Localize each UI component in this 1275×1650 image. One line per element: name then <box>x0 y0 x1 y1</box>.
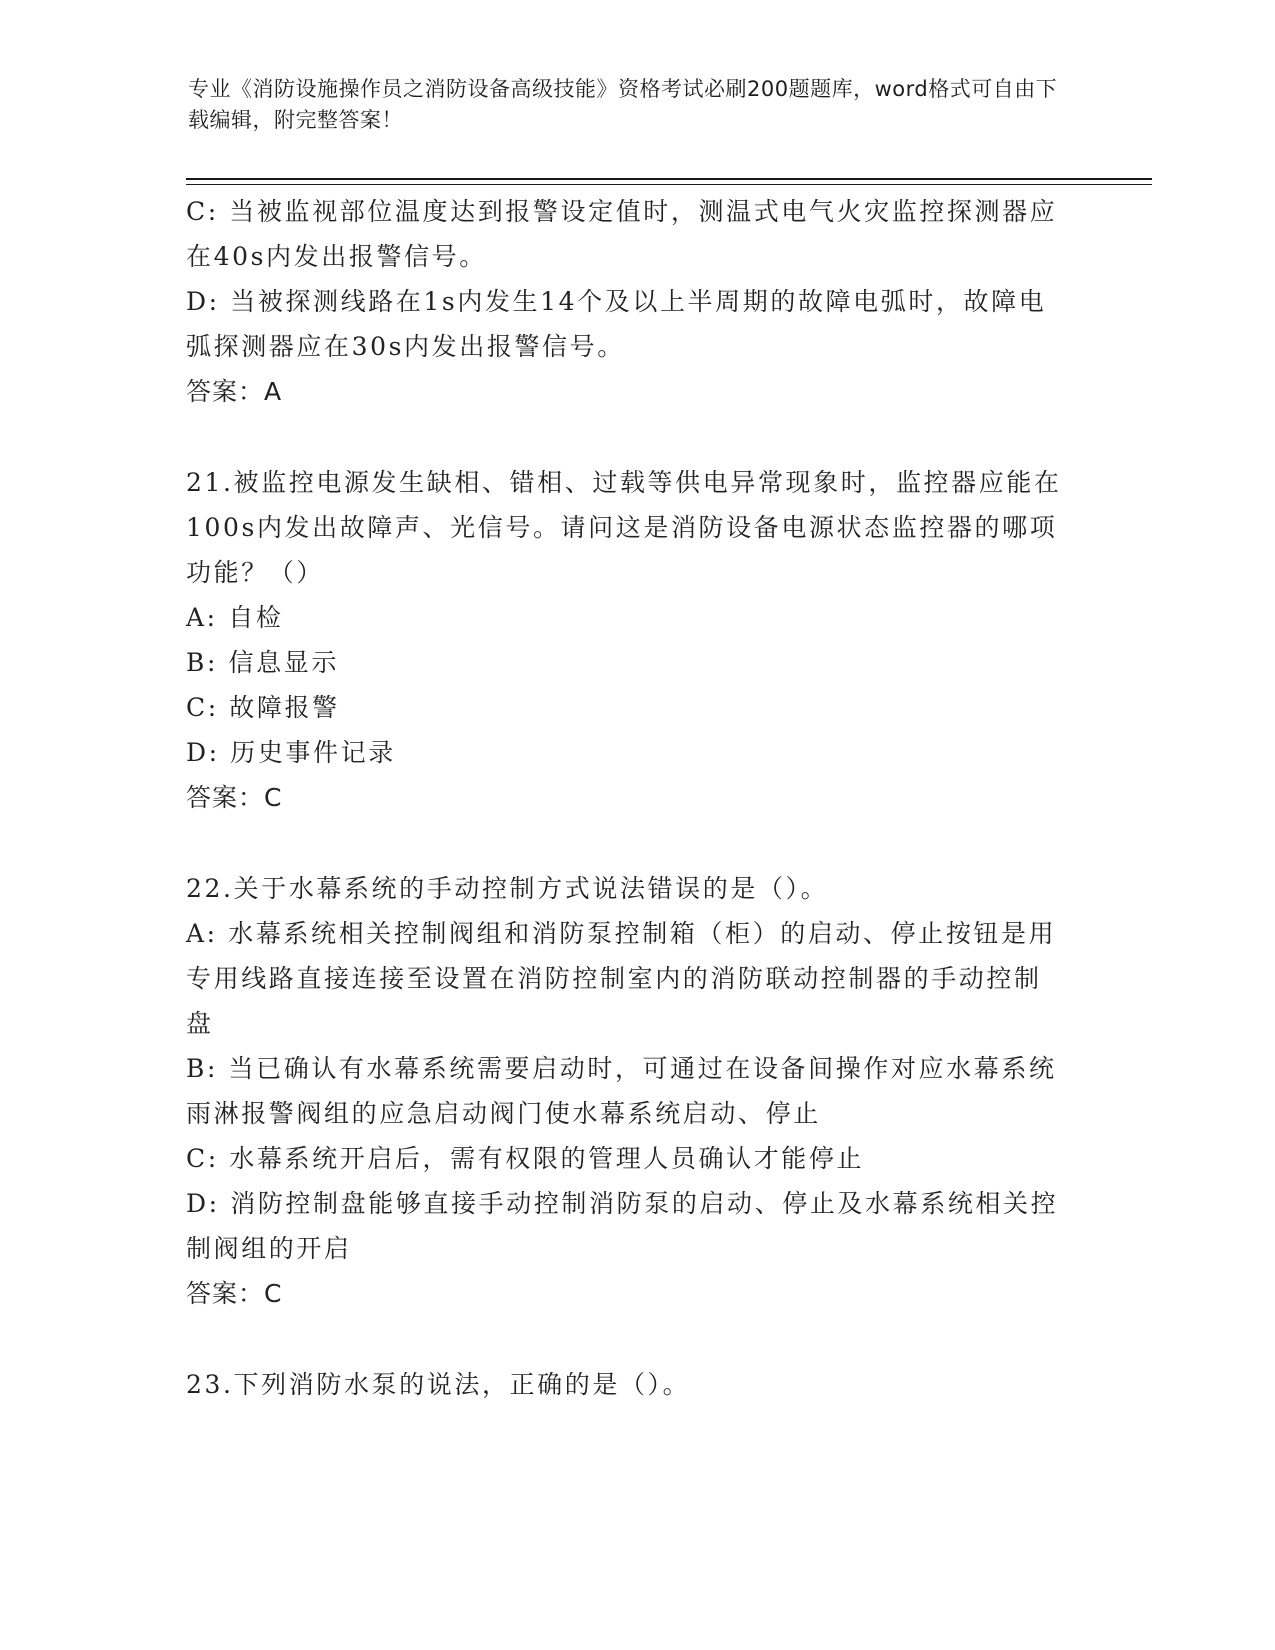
q21-option-d: D: 历史事件记录 <box>186 738 396 767</box>
q22-option-c: C: 水幕系统开启后，需有权限的管理人员确认才能停止 <box>186 1144 865 1173</box>
q20-option-d: D: 当被探测线路在1s内发生14个及以上半周期的故障电弧时，故障电弧探测器应在30s内发出报警信号。 <box>186 287 1047 361</box>
document-header: 专业《消防设施操作员之消防设备高级技能》资格考试必刷200题题库，word格式可自由下载编辑，附完整答案！ <box>188 77 1058 132</box>
document-body <box>186 189 1066 1407</box>
q22-answer: 答案：C <box>186 1279 283 1308</box>
q21-option-c: C: 故障报警 <box>186 693 340 722</box>
q21-option-b: B: 信息显示 <box>186 648 339 677</box>
q21-question: 21.被监控电源发生缺相、错相、过载等供电异常现象时，监控器应能在100s内发出故障声、光信号。请问这是消防设备电源状态监控器的哪项功能？（） <box>186 468 1062 587</box>
header-rule-thick <box>186 178 1152 180</box>
spacer <box>186 1316 1066 1362</box>
spacer <box>186 820 1066 866</box>
q21-answer: 答案：C <box>186 783 283 812</box>
q23-question: 23.下列消防水泵的说法，正确的是（）。 <box>186 1370 691 1399</box>
spacer <box>186 414 1066 460</box>
q21-option-a: A: 自检 <box>186 603 284 632</box>
q20-option-c: C: 当被监视部位温度达到报警设定值时，测温式电气火灾监控探测器应在40s内发出报警信号。 <box>186 197 1058 271</box>
header-rule-thin <box>186 184 1152 185</box>
q22-option-d: D: 消防控制盘能够直接手动控制消防泵的启动、停止及水幕系统相关控制阀组的开启 <box>186 1189 1059 1263</box>
q20-answer: 答案：A <box>186 377 283 406</box>
q22-question: 22.关于水幕系统的手动控制方式说法错误的是（）。 <box>186 874 829 903</box>
q22-option-b: B: 当已确认有水幕系统需要启动时，可通过在设备间操作对应水幕系统雨淋报警阀组的应急启动阀门使水幕系统启动、停止 <box>186 1054 1057 1128</box>
q22-option-a: A: 水幕系统相关控制阀组和消防泵控制箱（柜）的启动、停止按钮是用专用线路直接连接至设置在消防控制室内的消防联动控制器的手动控制盘 <box>186 919 1057 1038</box>
